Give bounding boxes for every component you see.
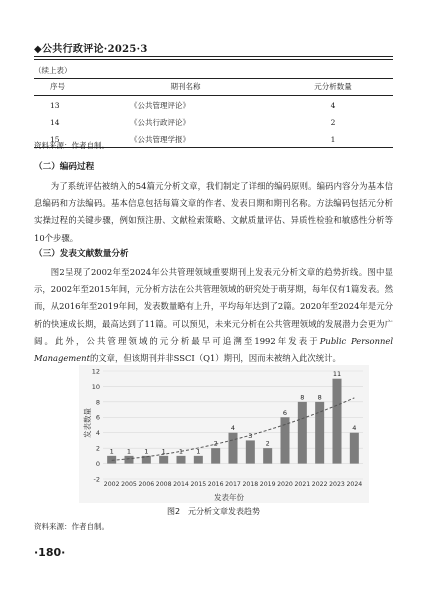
figure-caption: 图2 元分析文章发表趋势 [166,507,261,516]
journal-table [34,78,393,148]
bar [211,448,220,463]
row-count: 2 [330,117,336,127]
x-tick-label: 2024 [346,481,363,488]
y-tick-label: 10 [91,382,100,391]
table-source-note: 资料来源：作者自制。 [34,141,109,150]
bar-value-label: 1 [109,447,114,456]
x-tick-label: 2020 [277,481,293,488]
bar-value-label: 8 [300,393,305,402]
publication-trend-chart [79,365,369,503]
bar-value-label: 6 [282,408,288,417]
y-tick-label: -2 [93,475,100,484]
y-tick-label: 4 [95,429,100,438]
row-count: 4 [330,100,336,110]
x-tick-label: 2021 [294,481,311,488]
row-index: 14 [50,117,60,127]
row-index: 15 [34,130,98,148]
header-rule-thin [34,59,393,60]
x-tick-label: 2015 [190,481,207,488]
bar [176,456,185,464]
x-tick-label: 2014 [173,481,189,488]
row-journal: 《公共管理学报》 [98,130,273,148]
bar-value-label: 1 [178,447,184,456]
bar [159,456,168,464]
header-rule-thick [34,56,393,57]
x-tick-label: 2016 [207,481,224,488]
chart-x-ticks [104,481,362,488]
bar-value-label: 4 [352,424,357,433]
x-tick-label: 2022 [311,481,328,488]
section-body-publications [34,264,393,367]
bar [194,456,203,464]
x-tick-label: 2023 [329,481,345,488]
row-journal: 《公共管理评论》 [130,100,190,110]
x-tick-label: 2019 [259,481,276,488]
table-header-row [34,79,393,96]
bar [107,456,116,464]
page-number: ·180· [34,546,66,559]
bar-value-label: 8 [317,393,322,402]
bar-value-label: 11 [332,370,342,379]
table-row [34,96,393,114]
paragraph-publications [34,264,393,367]
y-tick-label: 2 [95,444,100,453]
journal-name-italic: Public Personnel Management [34,335,393,364]
bar-value-label: 1 [144,447,149,456]
bar-value-label: 2 [213,439,218,448]
chart-y-axis-label: 发表数量 [83,408,92,438]
x-tick-label: 2005 [121,481,137,488]
section-body-coding [34,178,393,247]
x-tick-label: 2006 [138,481,155,488]
chart-x-axis-label: 发表年份 [214,493,244,502]
bar-value-label: 1 [161,447,166,456]
x-tick-label: 2008 [155,481,172,488]
row-index: 13 [50,100,60,110]
paragraph-coding: 为了系统评估被纳入的54篇元分析文章，我们制定了详细的编码原则。编码内容分为基本信息编码和方法编码。基本信息包括每篇文章的作者、发表日期和期刊名称。方法编码包括元分析实操过程的关键步骤，例如预注册、文献检索策略、文献质量评估、异质性检验和敏感性分析等10个步骤。 [34,181,393,243]
y-tick-label: 12 [91,367,100,376]
journal-header: ◆公共行政评论·2025·3 [34,44,148,55]
bar [263,448,272,463]
y-tick-label: 6 [95,413,100,422]
y-tick-label: 0 [95,459,100,468]
bar [350,433,359,464]
bar-value-label: 1 [126,447,132,456]
figure-source-note: 资料来源：作者自制。 [34,522,109,531]
x-tick-label: 2002 [103,481,120,488]
row-journal: 《公共行政评论》 [130,117,190,127]
column-header-index: 序号 [34,79,98,96]
bar [298,402,307,464]
paragraph-text-after: 的文章，但该期刊并非SSCI（Q1）期刊，因而未被纳入此次统计。 [89,353,341,364]
column-header-count: 元分析数量 [273,79,393,96]
bar [246,440,255,463]
x-tick-label: 2018 [242,481,259,488]
bar [332,379,341,464]
x-tick-label: 2017 [225,481,241,488]
bar-value-label: 2 [265,439,270,448]
section-heading-coding: （二）编码过程 [34,162,95,172]
y-tick-label: 8 [95,398,100,407]
section-heading-publications: （三）发表文献数量分析 [34,249,129,259]
column-header-journal: 期刊名称 [98,79,273,96]
bar-value-label: 3 [248,431,253,440]
row-count: 1 [273,130,393,148]
bar [124,456,133,464]
bar [228,433,237,464]
table-continued-label: （续上表） [34,66,72,75]
bar-value-label: 1 [196,447,201,456]
bar-value-label: 4 [230,424,236,433]
paragraph-text-before: 图2呈现了2002年至2024年公共管理领域重要期刊上发表元分析文章的趋势折线。图中显示，2002年至2015年间，元分析方法在公共管理领域的研究处于萌芽期，每年仅有1篇发表。然而，从2016年至2019年间，发表数量略有上升，平均每年达到了2篇。2020年至2024年是元分析的快速成长期，最高达到了11篇。可以预见，未来元分析在公共管理领域的发展潜力会更为广阔。此外，公共管理领域的元分析最早可追溯至1992年发表于 [34,267,393,346]
table-row [34,113,393,130]
